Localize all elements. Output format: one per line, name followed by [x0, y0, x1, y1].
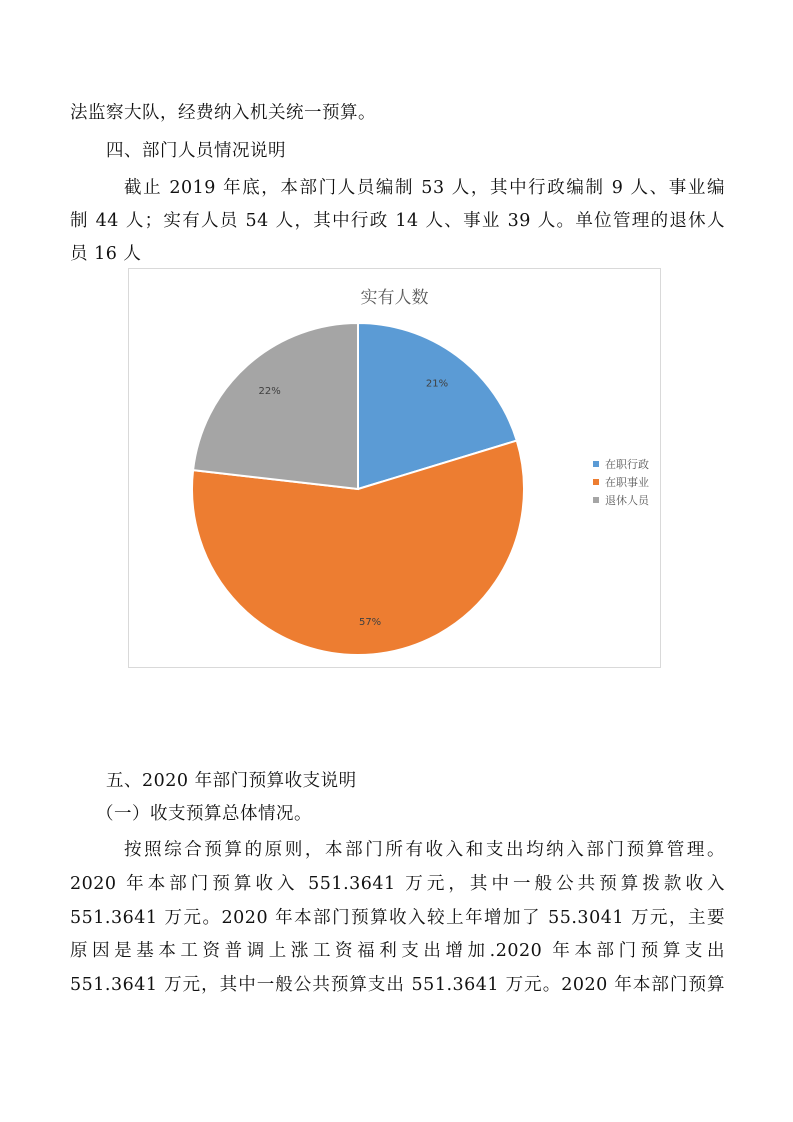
legend-label: 退休人员 — [605, 494, 649, 507]
legend-swatch — [593, 497, 599, 503]
legend-swatch — [593, 479, 599, 485]
text-line-7: 551.3641 万元。2020 年本部门预算收入较上年增加了 55.3041 万元，主要 — [70, 908, 725, 928]
pie-data-label: 57% — [358, 617, 382, 629]
legend-label: 在职事业 — [605, 476, 649, 489]
pie-data-label: 21% — [425, 378, 449, 390]
text-line-2: 截止 2019 年底，本部门人员编制 53 人，其中行政编制 9 人、事业编 — [124, 178, 725, 198]
legend-item — [593, 491, 649, 509]
chart-title: 实有人数 — [360, 288, 429, 308]
text-line-8: 原因是基本工资普调上涨工资福利支出增加.2020 年本部门预算支出 — [70, 941, 725, 961]
legend-swatch — [593, 461, 599, 467]
text-line-4: 员 16 人 — [70, 244, 142, 264]
text-line-6: 2020 年本部门预算收入 551.3641 万元，其中一般公共预算拨款收入 — [70, 874, 725, 894]
pie-data-label: 22% — [258, 385, 281, 397]
pie-chart — [128, 268, 661, 668]
pie-chart-svg — [129, 269, 662, 669]
text-line-1: 法监察大队，经费纳入机关统一预算。 — [70, 103, 376, 123]
legend-item — [593, 455, 649, 473]
section-heading-5: 五、2020 年部门预算收支说明 — [106, 771, 357, 791]
legend-item — [593, 473, 649, 491]
legend-label: 在职行政 — [605, 458, 649, 471]
subsection-heading-1: （一）收支预算总体情况。 — [96, 804, 312, 824]
chart-legend — [593, 455, 649, 509]
text-line-9: 551.3641 万元，其中一般公共预算支出 551.3641 万元。2020 年本部门预算 — [70, 975, 725, 995]
text-line-3: 制 44 人；实有人员 54 人，其中行政 14 人、事业 39 人。单位管理的退休人 — [70, 211, 725, 231]
pie-slice — [193, 323, 358, 489]
text-line-5: 按照综合预算的原则，本部门所有收入和支出均纳入部门预算管理。 — [124, 840, 725, 860]
section-heading-4: 四、部门人员情况说明 — [106, 141, 286, 161]
